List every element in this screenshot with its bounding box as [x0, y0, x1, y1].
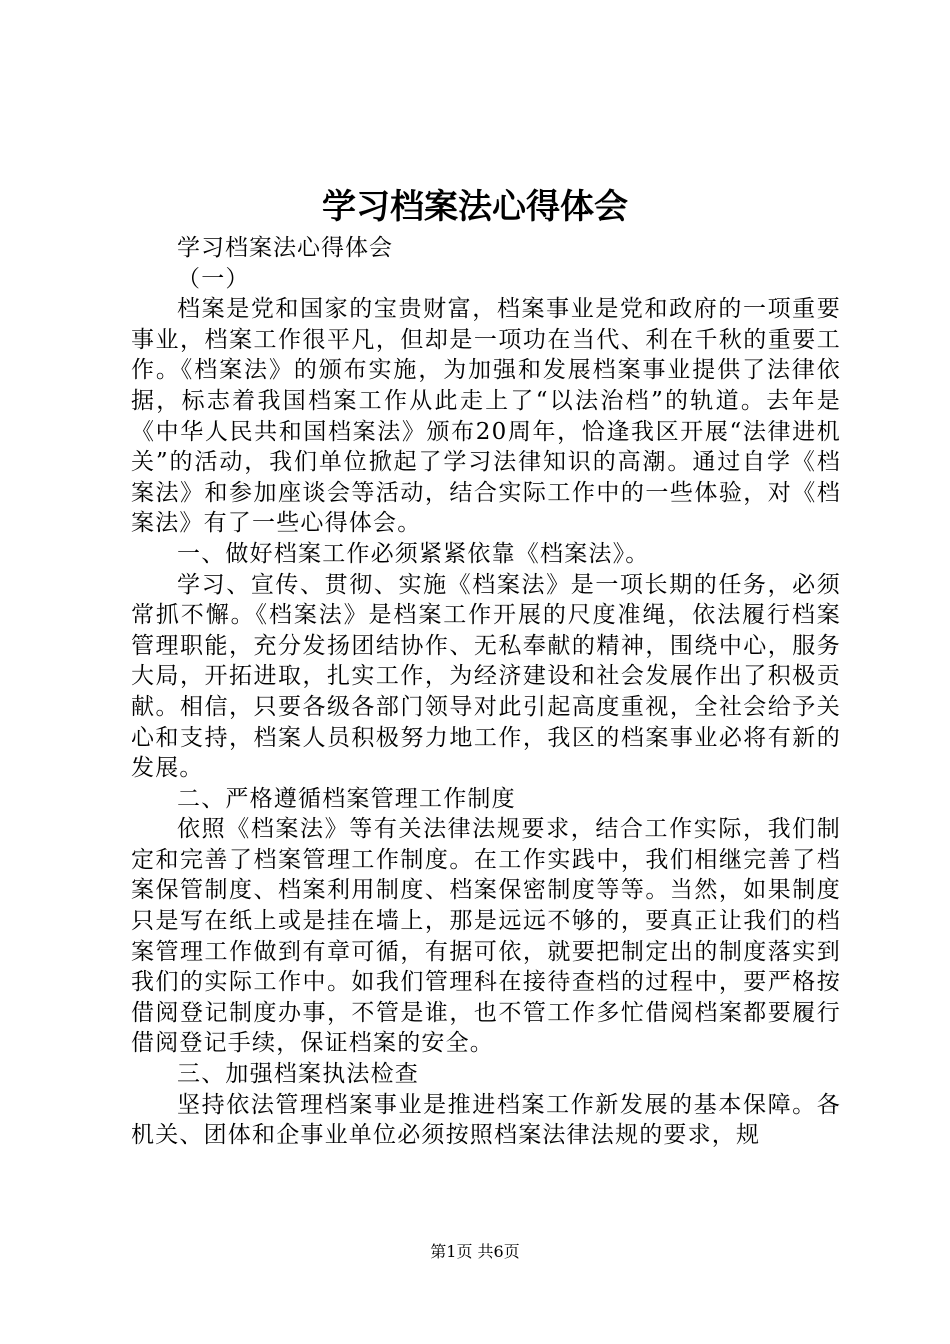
document-title: 学习档案法心得体会: [322, 187, 628, 227]
paragraph-intro: 档案是党和国家的宝贵财富，档案事业是党和政府的一项重要事业，档案工作很平凡，但却是一项功在当代、利在千秋的重要工作。《档案法》的颁布实施，为加强和发展档案事业提供了法律依据，标志着我国档案工作从此走上了“以法治档”的轨道。去年是《中华人民共和国档案法》颁布20周年，恰逢我区开展“法律进机关”的活动，我们单位掀起了学习法律知识的高潮。通过自学《档案法》和参加座谈会等活动，结合实际工作中的一些体验，对《档案法》有了一些心得体会。: [131, 296, 841, 537]
section-heading-1: 一、做好档案工作必须紧紧依靠《档案法》。: [177, 540, 650, 567]
section-heading-3: 三、加强档案执法检查: [177, 1061, 419, 1088]
paragraph-subtitle: 学习档案法心得体会: [177, 235, 393, 261]
paragraph-section-number: （一）: [177, 265, 250, 292]
paragraph-section-1: 学习、宣传、贯彻、实施《档案法》是一项长期的任务，必须常抓不懈。《档案法》是档案工作开展的尺度准绳，依法履行档案管理职能，充分发扬团结协作、无私奉献的精神，围绕中心，服务大局，开拓进取，扎实工作，为经济建设和社会发展作出了积极贡献。相信，只要各级各部门领导对此引起高度重视，全社会给予关心和支持，档案人员积极努力地工作，我区的档案事业必将有新的发展。: [131, 571, 841, 782]
paragraph-section-3: 坚持依法管理档案事业是推进档案工作新发展的基本保障。各机关、团体和企事业单位必须按照档案法律法规的要求，规: [131, 1091, 841, 1149]
section-heading-2: 二、严格遵循档案管理工作制度: [177, 785, 516, 812]
document-body: [131, 233, 841, 1151]
page-footer: 第1页 共6页: [430, 1242, 520, 1261]
paragraph-section-2: 依照《档案法》等有关法律法规要求，结合工作实际，我们制定和完善了档案管理工作制度。在工作实践中，我们相继完善了档案保管制度、档案利用制度、档案保密制度等等。当然，如果制度只是写在纸上或是挂在墙上，那是远远不够的，要真正让我们的档案管理工作做到有章可循，有据可依，就要把制定出的制度落实到我们的实际工作中。如我们管理科在接待查档的过程中，要严格按借阅登记制度办事，不管是谁，也不管工作多忙借阅档案都要履行借阅登记手续，保证档案的安全。: [131, 816, 841, 1057]
